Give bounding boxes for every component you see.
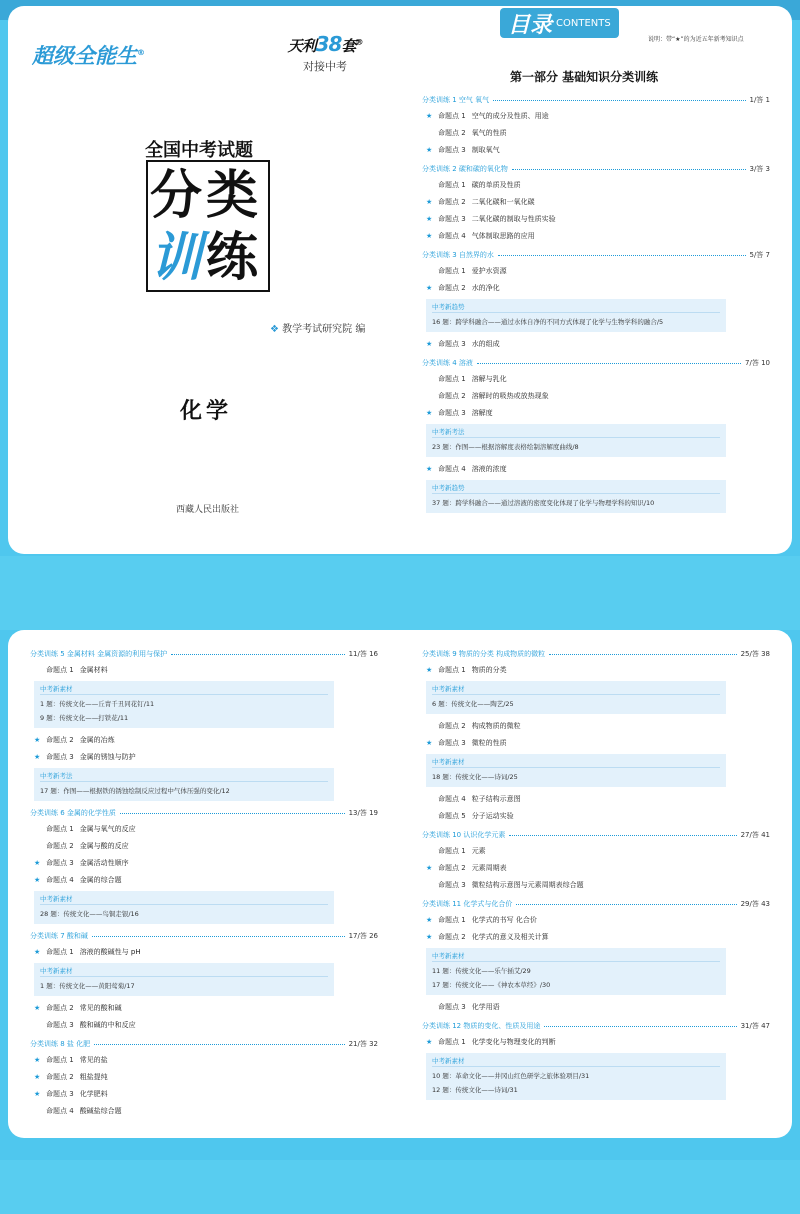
toc-point-row[interactable] (422, 336, 770, 353)
highlight-box (426, 480, 726, 513)
toc-point-row[interactable] (422, 177, 770, 194)
toc-section-row[interactable] (422, 161, 770, 177)
toc-point-row[interactable] (30, 1017, 378, 1034)
point-label: 命题点 2 (46, 842, 74, 850)
section-page: 27/答 41 (740, 831, 770, 839)
highlight-box-line[interactable]: 1 题：传统文化——丘胄千丑同花钉/11 (40, 700, 155, 708)
section-title: 分类训练 6 金属的化学性质 (30, 809, 116, 817)
point-label: 命题点 2 (46, 736, 74, 744)
highlight-box (34, 681, 334, 728)
star-icon: ★ (426, 284, 433, 292)
section-page: 31/答 47 (740, 1022, 770, 1030)
point-label: 命题点 4 (438, 232, 466, 240)
toc-point-row[interactable] (422, 929, 770, 946)
point-text: 元素 (471, 847, 486, 855)
point-label: 命题点 2 (46, 1073, 74, 1081)
dot-leader (493, 100, 745, 101)
section-title: 分类训练 7 酸和碱 (30, 932, 88, 940)
dot-leader (477, 363, 741, 364)
point-text: 微粒的性质 (471, 739, 507, 747)
big-title-row1: 分类 (150, 166, 263, 226)
toc-point-row[interactable] (30, 1000, 378, 1017)
dot-leader (512, 169, 746, 170)
toc-section-row[interactable] (30, 1036, 378, 1052)
dot-leader (544, 1026, 736, 1027)
toc-point-row[interactable] (422, 263, 770, 280)
dot-leader (498, 255, 746, 256)
highlight-box (426, 424, 726, 457)
highlight-box-title: 中考新素材 (40, 683, 328, 695)
section-page: 1/答 1 (749, 96, 770, 104)
point-text: 水的净化 (471, 284, 500, 292)
toc-point-row[interactable] (30, 1052, 378, 1069)
point-text: 制取氧气 (471, 146, 500, 154)
section-page: 11/答 16 (348, 650, 378, 658)
point-label: 命题点 1 (438, 916, 466, 924)
toc-point-row[interactable] (422, 999, 770, 1016)
point-label: 命题点 3 (438, 340, 466, 348)
toc-point-row[interactable] (422, 108, 770, 125)
highlight-box-title: 中考新素材 (432, 1055, 720, 1067)
toc-point-row[interactable] (30, 1103, 378, 1120)
highlight-box-line[interactable]: 6 题：传统文化——陶艺/25 (432, 700, 514, 708)
section-title: 分类训练 12 物质的变化、性质及用途 (422, 1022, 541, 1030)
star-icon: ★ (426, 146, 433, 154)
dot-leader (92, 936, 345, 937)
star-icon: ★ (34, 948, 41, 956)
point-text: 氧气的性质 (471, 129, 507, 137)
toc-section-row[interactable] (422, 646, 770, 662)
point-label: 命题点 2 (438, 392, 466, 400)
point-label: 命题点 4 (46, 1107, 74, 1115)
toc-point-row[interactable] (422, 405, 770, 422)
star-icon: ★ (426, 739, 433, 747)
star-icon: ★ (426, 1038, 433, 1046)
point-label: 命题点 4 (438, 795, 466, 803)
highlight-box-title: 中考新素材 (432, 683, 720, 695)
toc-point-row[interactable] (422, 461, 770, 478)
toc-point-row[interactable] (422, 388, 770, 405)
toc-point-row[interactable] (422, 912, 770, 929)
point-text: 碳的单质及性质 (471, 181, 521, 189)
highlight-box-line[interactable]: 17 题：传统文化——《神农本草经》/30 (432, 981, 551, 989)
point-label: 命题点 3 (438, 1003, 466, 1011)
dot-leader (94, 1044, 344, 1045)
point-label: 命题点 1 (438, 666, 466, 674)
star-icon: ★ (426, 409, 433, 417)
section-page: 29/答 43 (740, 900, 770, 908)
toc-point-row[interactable] (30, 821, 378, 838)
section-title: 分类训练 1 空气 氧气 (422, 96, 490, 104)
toc-point-row[interactable] (422, 662, 770, 679)
highlight-box (426, 299, 726, 332)
section-title: 分类训练 3 自然界的水 (422, 251, 494, 259)
highlight-box-title: 中考新考法 (40, 770, 328, 782)
point-label: 命题点 3 (438, 215, 466, 223)
point-text: 化学肥料 (79, 1090, 108, 1098)
highlight-box-line[interactable]: 12 题：传统文化——诗词/31 (432, 1086, 518, 1094)
section-title: 分类训练 9 物质的分类 构成物质的微粒 (422, 650, 546, 658)
bottom-band (0, 1160, 800, 1214)
point-text: 二氧化碳的制取与性质实验 (471, 215, 556, 223)
point-text: 溶液的浓度 (471, 465, 507, 473)
point-text: 金属与酸的反应 (79, 842, 129, 850)
dot-leader (549, 654, 736, 655)
point-label: 命题点 1 (438, 375, 466, 383)
point-text: 溶解与乳化 (471, 375, 507, 383)
toc-point-row[interactable] (422, 791, 770, 808)
toc-section-row[interactable] (422, 827, 770, 843)
star-icon: ★ (426, 215, 433, 223)
point-text: 构成物质的微粒 (471, 722, 521, 730)
toc-section-row[interactable] (422, 1018, 770, 1034)
toc-point-row[interactable] (422, 142, 770, 159)
toc-bottom-right (422, 644, 770, 1104)
section-page: 25/答 38 (740, 650, 770, 658)
point-label: 命题点 2 (438, 722, 466, 730)
toc-point-row[interactable] (422, 735, 770, 752)
toc-section-row[interactable] (422, 355, 770, 371)
legend-note: 说明：带“★”的为近五年新考知识点 (648, 36, 744, 43)
toc-point-row[interactable] (422, 371, 770, 388)
toc-section-row[interactable] (30, 646, 378, 662)
toc-point-row[interactable] (30, 1086, 378, 1103)
toc-point-row[interactable] (30, 944, 378, 961)
point-text: 爱护水资源 (471, 267, 507, 275)
point-text: 溶解度 (471, 409, 493, 417)
point-label: 命题点 3 (46, 1090, 74, 1098)
toc-point-row[interactable] (422, 125, 770, 142)
point-text: 分子运动实验 (471, 812, 514, 820)
section-page: 17/答 26 (348, 932, 378, 940)
point-text: 粒子结构示意图 (471, 795, 521, 803)
point-label: 命题点 3 (46, 1021, 74, 1029)
toc-point-row[interactable] (422, 194, 770, 211)
point-label: 命题点 1 (438, 112, 466, 120)
point-label: 命题点 1 (46, 666, 74, 674)
toc-point-row[interactable] (30, 872, 378, 889)
highlight-box (426, 948, 726, 995)
toc-point-row[interactable] (30, 855, 378, 872)
point-text: 金属与氧气的反应 (79, 825, 136, 833)
point-label: 命题点 2 (438, 864, 466, 872)
highlight-box-title: 中考新素材 (40, 965, 328, 977)
series-logo: 天利38套® 对接中考 (275, 32, 375, 74)
toc-section-row[interactable] (30, 805, 378, 821)
point-label: 命题点 5 (438, 812, 466, 820)
series-subtitle: 对接中考 (303, 60, 347, 73)
star-icon: ★ (34, 1004, 41, 1012)
section-page: 7/答 10 (745, 359, 770, 367)
big-title-row2: 训练 (150, 228, 263, 288)
point-text: 粗盐提纯 (79, 1073, 108, 1081)
toc-point-row[interactable] (30, 749, 378, 766)
point-label: 命题点 1 (438, 181, 466, 189)
highlight-box (426, 681, 726, 714)
toc-point-row[interactable] (422, 877, 770, 894)
dot-leader (171, 654, 344, 655)
highlight-box-line[interactable]: 23 题：作图——根据溶解度表格绘制溶解度曲线/8 (432, 443, 579, 451)
highlight-box (426, 754, 726, 787)
point-label: 命题点 3 (438, 881, 466, 889)
point-label: 命题点 2 (438, 933, 466, 941)
highlight-box-line[interactable]: 17 题：作图——根据铁的锈蚀绘制反应过程中气体压强的变化/12 (40, 787, 230, 795)
point-text: 微粒结构示意图与元素周期表综合题 (471, 881, 584, 889)
point-text: 化学式的意义及相关计算 (471, 933, 549, 941)
subject-title: 化学 (180, 399, 233, 424)
highlight-box-title: 中考新考法 (432, 426, 720, 438)
highlight-box-line[interactable]: 10 题：革命文化——井冈山红色研学之旅体验项目/31 (432, 1072, 590, 1080)
dot-leader (509, 835, 736, 836)
point-text: 气体制取思路的应用 (471, 232, 535, 240)
editor-credit: ❖ 教学考试研究院 编 (270, 320, 365, 335)
toc-point-row[interactable] (422, 228, 770, 245)
point-text: 水的组成 (471, 340, 500, 348)
point-text: 常见的盐 (79, 1056, 108, 1064)
dot-leader (120, 813, 345, 814)
point-label: 命题点 1 (46, 948, 74, 956)
point-text: 化学式的书写 化合价 (471, 916, 537, 924)
point-label: 命题点 2 (46, 1004, 74, 1012)
highlight-box-title: 中考新素材 (432, 950, 720, 962)
toc-section-row[interactable] (422, 247, 770, 263)
toc-point-row[interactable] (422, 860, 770, 877)
point-text: 金属的锈蚀与防护 (79, 753, 136, 761)
point-text: 物质的分类 (471, 666, 507, 674)
star-icon: ★ (426, 666, 433, 674)
section-page: 21/答 32 (348, 1040, 378, 1048)
point-text: 金属的综合题 (79, 876, 122, 884)
toc-top-right (422, 90, 770, 517)
star-icon: ★ (426, 112, 433, 120)
section-page: 3/答 3 (749, 165, 770, 173)
section-title: 分类训练 10 认识化学元素 (422, 831, 506, 839)
section-page: 5/答 7 (749, 251, 770, 259)
point-label: 命题点 1 (438, 267, 466, 275)
point-text: 化学变化与物理变化的判断 (471, 1038, 556, 1046)
highlight-box-title: 中考新趋势 (432, 301, 720, 313)
point-label: 命题点 3 (46, 859, 74, 867)
section-page: 13/答 19 (348, 809, 378, 817)
toc-point-row[interactable] (30, 662, 378, 679)
point-label: 命题点 4 (46, 876, 74, 884)
toc-point-row[interactable] (422, 718, 770, 735)
point-text: 金属的冶炼 (79, 736, 115, 744)
toc-point-row[interactable] (422, 808, 770, 825)
highlight-box (34, 891, 334, 924)
point-text: 二氧化碳和一氧化碳 (471, 198, 535, 206)
section-title: 分类训练 4 溶液 (422, 359, 473, 367)
highlight-box-title: 中考新素材 (40, 893, 328, 905)
highlight-box (34, 963, 334, 996)
highlight-box-line[interactable]: 1 题：传统文化——黄阳莺菊/17 (40, 982, 135, 990)
star-icon: ★ (34, 859, 41, 867)
highlight-box-line[interactable]: 28 题：传统文化——鸟铜走银/16 (40, 910, 139, 918)
toc-point-row[interactable] (30, 732, 378, 749)
point-text: 溶解时的吸热或放热现象 (471, 392, 549, 400)
highlight-box-line[interactable]: 11 题：传统文化——乐午插艾/29 (432, 967, 531, 975)
highlight-box-line[interactable]: 37 题：跨学科融合——通过溶液的密度变化体现了化学与物理学科的知识/10 (432, 499, 655, 507)
section-title: 分类训练 2 碳和碳的氧化物 (422, 165, 508, 173)
toc-section-row[interactable] (422, 92, 770, 108)
point-label: 命题点 3 (438, 409, 466, 417)
highlight-box-title: 中考新趋势 (432, 482, 720, 494)
section-title: 分类训练 11 化学式与化合价 (422, 900, 513, 908)
highlight-box-line[interactable]: 9 题：传统文化——打铁花/11 (40, 714, 129, 722)
star-icon: ★ (34, 1090, 41, 1098)
toc-bottom-left (30, 644, 378, 1120)
star-icon: ★ (34, 736, 41, 744)
dot-leader (516, 904, 736, 905)
point-label: 命题点 1 (46, 1056, 74, 1064)
point-text: 金属材料 (79, 666, 108, 674)
toc-point-row[interactable] (30, 838, 378, 855)
part-title: 第一部分 基础知识分类训练 (510, 70, 659, 84)
point-text: 常见的酸和碱 (79, 1004, 122, 1012)
highlight-box-line[interactable]: 16 题：跨学科融合——通过水体自净的不同方式体现了化学与生物学科的融合/5 (432, 318, 664, 326)
toc-point-row[interactable] (422, 843, 770, 860)
point-text: 酸和碱的中和反应 (79, 1021, 136, 1029)
highlight-box (34, 768, 334, 801)
point-label: 命题点 3 (438, 146, 466, 154)
exam-title: 全国中考试题 (145, 140, 253, 161)
star-icon: ★ (34, 1056, 41, 1064)
highlight-box-line[interactable]: 18 题：传统文化——诗词/25 (432, 773, 518, 781)
point-label: 命题点 2 (438, 284, 466, 292)
point-text: 空气的成分及性质、用途 (471, 112, 549, 120)
highlight-box (426, 1053, 726, 1100)
star-icon: ★ (34, 1073, 41, 1081)
point-label: 命题点 3 (438, 739, 466, 747)
toc-section-row[interactable] (422, 896, 770, 912)
toc-point-row[interactable] (422, 280, 770, 297)
point-label: 命题点 4 (438, 465, 466, 473)
toc-point-row[interactable] (422, 1034, 770, 1051)
point-text: 金属活动性顺序 (79, 859, 129, 867)
toc-section-row[interactable] (30, 928, 378, 944)
brand-logo: 超级全能生® (32, 44, 145, 68)
point-text: 溶液的酸碱性与 pH (79, 948, 141, 956)
point-label: 命题点 1 (46, 825, 74, 833)
section-title: 分类训练 5 金属材料 金属资源的利用与保护 (30, 650, 168, 658)
publisher: 西藏人民出版社 (176, 505, 240, 515)
point-text: 化学用语 (471, 1003, 500, 1011)
highlight-box-title: 中考新素材 (432, 756, 720, 768)
contents-header: 目录 CONTENTS (500, 8, 619, 38)
point-text: 元素周期表 (471, 864, 507, 872)
point-label: 命题点 1 (438, 1038, 466, 1046)
star-icon: ★ (426, 465, 433, 473)
point-label: 命题点 3 (46, 753, 74, 761)
star-icon: ★ (34, 753, 41, 761)
star-icon: ★ (34, 876, 41, 884)
point-label: 命题点 2 (438, 198, 466, 206)
star-icon: ★ (426, 933, 433, 941)
point-text: 酸碱盐综合题 (79, 1107, 122, 1115)
point-label: 命题点 1 (438, 847, 466, 855)
star-icon: ★ (426, 340, 433, 348)
toc-point-row[interactable] (422, 211, 770, 228)
toc-point-row[interactable] (30, 1069, 378, 1086)
star-icon: ★ (426, 198, 433, 206)
star-icon: ★ (426, 864, 433, 872)
point-label: 命题点 2 (438, 129, 466, 137)
star-icon: ★ (426, 232, 433, 240)
section-title: 分类训练 8 盐 化肥 (30, 1040, 91, 1048)
star-icon: ★ (426, 916, 433, 924)
divider-band (0, 556, 800, 630)
